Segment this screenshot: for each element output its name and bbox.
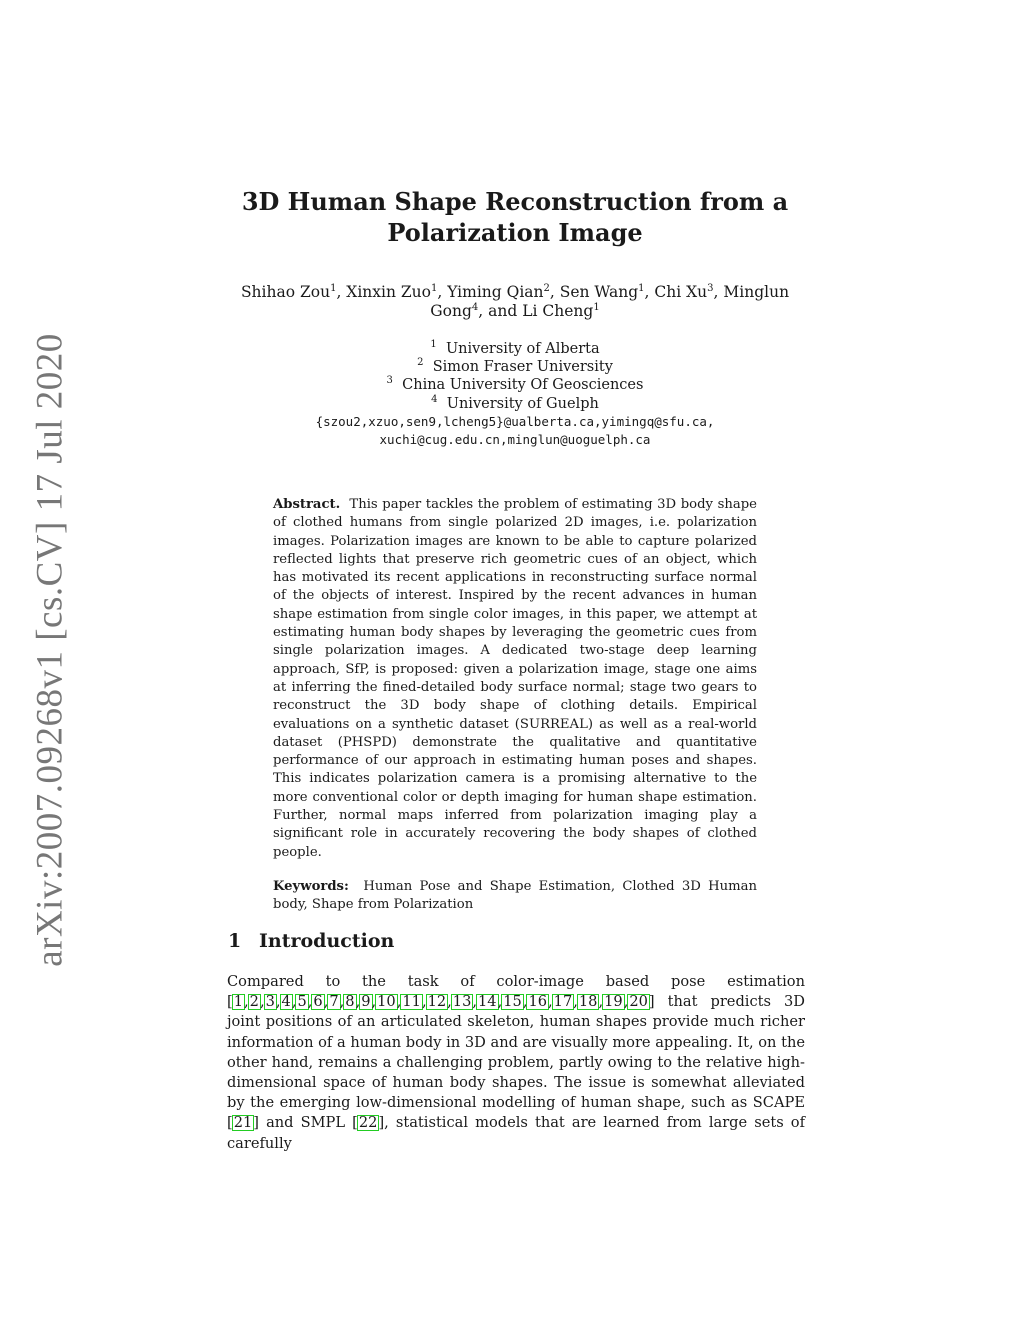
author-line: Gong$^4$, and Li Cheng$^1$ bbox=[430, 302, 600, 320]
intro-paragraph: Compared to the task of color-image based pose estimation [1,2,3,4,5,6,7,8,9,10,11,12,13,14,15,16,17,18,19,20] that predicts 3D joint positions of an articulated skeleton, human shapes provide much richer information of a human body in 3D and are visually more appealing. It, on the other hand, remains a challenging problem, partly owing to the relative high-dimensional space of human body shapes. The issue is somewhat alleviated by the emerging low-dimensional modelling of human shape, such as SCAPE [21] and SMPL [22], statistical models that are learned from large sets of carefully bbox=[227, 973, 805, 1152]
citation-link[interactable]: 21 bbox=[233, 1114, 253, 1132]
citation-link[interactable]: 1 bbox=[233, 993, 243, 1011]
author-name: Li Cheng bbox=[522, 302, 594, 320]
citation-link[interactable]: 22 bbox=[358, 1114, 378, 1132]
citation-group: [1,2,3,4,5,6,7,8,9,10,11,12,13,14,15,16,17,18,19,20] bbox=[227, 993, 655, 1011]
affiliation: $^2$ Simon Fraser University bbox=[417, 357, 613, 376]
affiliation: $^4$ University of Guelph bbox=[431, 393, 599, 412]
citation-link[interactable]: 15 bbox=[503, 993, 522, 1011]
author-name: Chi Xu bbox=[654, 283, 708, 301]
citation-link[interactable]: 9 bbox=[361, 993, 371, 1011]
email-line: {szou2,xzuo,sen9,lcheng5}@ualberta.ca,yimingq@sfu.ca, bbox=[315, 413, 715, 429]
author-name: Minglun bbox=[723, 283, 790, 301]
citation-link[interactable]: 10 bbox=[377, 993, 396, 1011]
citation-link[interactable]: 13 bbox=[452, 993, 472, 1011]
keywords-label: Keywords: bbox=[273, 878, 349, 894]
title-line: Polarization Image bbox=[387, 218, 643, 247]
section-heading bbox=[228, 930, 394, 952]
affiliation-mark: 1 bbox=[593, 302, 600, 313]
author-name: Shihao Zou bbox=[240, 283, 331, 301]
author-name: Sen Wang bbox=[559, 283, 639, 301]
affiliation-mark: 4 bbox=[471, 302, 479, 313]
affiliation-mark: 1 bbox=[330, 283, 337, 294]
affiliation-mark: 3 bbox=[707, 283, 714, 294]
author-name: Xinxin Zuo bbox=[346, 283, 431, 301]
affiliation: $^1$ University of Alberta bbox=[430, 339, 600, 357]
abstract bbox=[273, 496, 757, 915]
paper-title bbox=[230, 186, 800, 248]
citation-link[interactable]: 18 bbox=[578, 993, 598, 1011]
citation-link[interactable]: 5 bbox=[297, 993, 307, 1011]
citation-link[interactable]: 16 bbox=[528, 993, 548, 1011]
affiliation-list bbox=[230, 340, 800, 449]
citation-link[interactable]: 7 bbox=[329, 993, 339, 1011]
affiliation-mark: 2 bbox=[543, 283, 550, 294]
affiliation-mark: 1 bbox=[430, 283, 438, 294]
section-title: Introduction bbox=[259, 930, 395, 952]
citation-link[interactable]: 20 bbox=[629, 993, 648, 1011]
citation-link[interactable]: 2 bbox=[249, 993, 259, 1011]
intro-body bbox=[227, 972, 805, 1154]
citation-link[interactable]: 17 bbox=[553, 993, 573, 1011]
keywords-text: Human Pose and Shape Estimation, Clothed 3D Human body, Shape from Polarization bbox=[273, 878, 757, 913]
citation-link[interactable]: 12 bbox=[427, 993, 447, 1011]
author-line: Shihao Zou$^1$, Xinxin Zuo$^1$, Yiming Qian$^2$, Sen Wang$^1$, Chi Xu$^3$, Minglun bbox=[240, 283, 790, 301]
citation-link[interactable]: 8 bbox=[345, 993, 355, 1011]
arxiv-identifier: arXiv:2007.09268v1 [cs.CV] 17 Jul 2020 bbox=[29, 333, 71, 967]
affiliation: $^3$ China University Of Geosciences bbox=[386, 375, 644, 394]
citation-link[interactable]: 3 bbox=[265, 993, 275, 1011]
author-name: Yiming Qian bbox=[447, 283, 544, 301]
author-name: Gong bbox=[430, 302, 472, 320]
email-line: xuchi@cug.edu.cn,minglun@uoguelph.ca bbox=[379, 432, 651, 448]
citation-link[interactable]: 4 bbox=[281, 993, 291, 1011]
citation-link[interactable]: 11 bbox=[402, 993, 421, 1011]
citation-link[interactable]: 19 bbox=[604, 993, 623, 1011]
abstract-paragraph bbox=[273, 496, 757, 862]
section-number: 1 bbox=[228, 930, 242, 952]
title-line: 3D Human Shape Reconstruction from a bbox=[241, 187, 789, 216]
keywords bbox=[273, 878, 757, 915]
abstract-label: Abstract. bbox=[273, 497, 341, 512]
abstract-text: This paper tackles the problem of estimating 3D body shape of clothed humans from single polarized 2D images, i.e. polarization images. Polarization images are known to be able to capture polarized reflected lights that preserve rich geometric cues of an object, which has motivated its recent applications in reconstructing surface normal of the objects of interest. Inspired by the recent advances in human shape estimation from single color images, in this paper, we attempt at estimating human body shapes by leveraging the geometric cues from single polarization images. A dedicated two-stage deep learning approach, SfP, is proposed: given a polarization image, stage one aims at inferring the fined-detailed body surface normal; stage two gears to reconstruct the 3D body shape of clothing details. Empirical evaluations on a synthetic dataset (SURREAL) as well as a real-world dataset (PHSPD) demonstrate the qualitative and quantitative performance of our approach in estimating human poses and shapes. This indicates polarization camera is a promising alternative to the more conventional color or depth imaging for human shape estimation. Further, normal maps inferred from polarization imaging play a significant role in accurately recovering the body shapes of clothed people. bbox=[273, 497, 757, 860]
author-list bbox=[230, 283, 800, 321]
affiliation-mark: 1 bbox=[638, 283, 645, 294]
citation-link[interactable]: 14 bbox=[478, 993, 497, 1011]
citation-link[interactable]: 6 bbox=[313, 993, 323, 1011]
